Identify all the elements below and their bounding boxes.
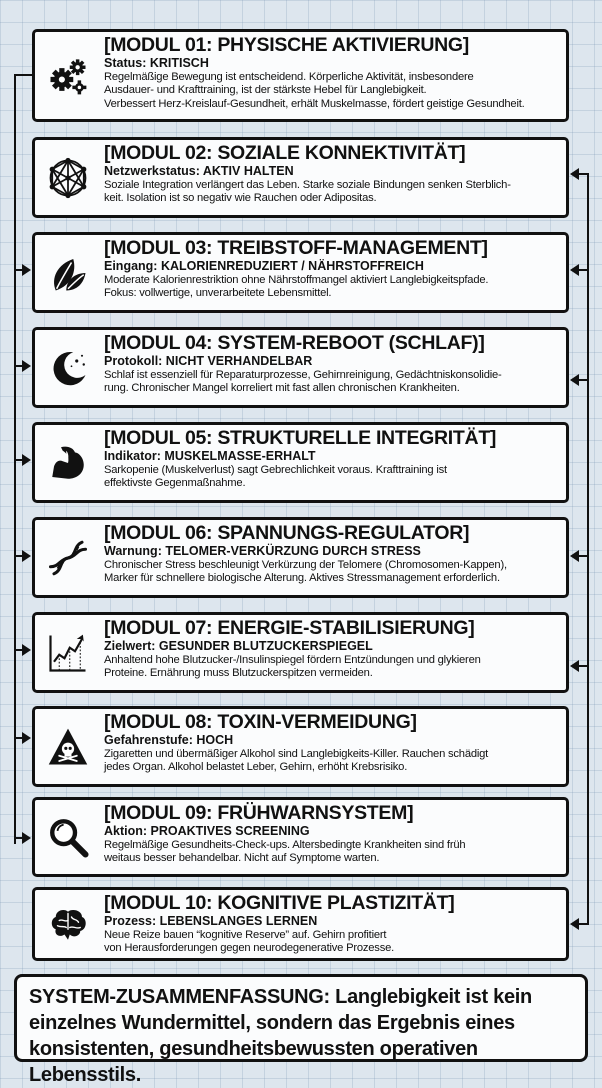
module-card: [32, 797, 569, 877]
chart-icon: [35, 615, 101, 690]
description-line: Proteine. Ernährung muss Blutzuckerspitzen vermeiden.: [104, 667, 373, 680]
module-description: [104, 179, 560, 206]
module-description: [104, 748, 560, 775]
dna-icon: [35, 520, 101, 595]
module-card: [32, 29, 569, 122]
module-description: [104, 369, 560, 396]
description-line: Schlaf ist essenziell für Reparaturprozesse, Gehirnreinigung, Gedächtniskonsolidie-: [104, 369, 502, 381]
description-line: Regelmäßige Bewegung ist entscheidend. Körperliche Aktivität, insbesondere: [104, 71, 474, 83]
summary-text: Langlebigkeit ist kein einzelnes Wundermittel, sondern das Ergebnis eines konsistenten, gesundheitsbewussten operativen Lebensstils.: [29, 986, 532, 1086]
description-line: Marker für schnellere biologische Alterung. Aktives Stressmanagement erforderlich.: [104, 572, 500, 585]
module-description: [104, 839, 560, 866]
module-description: [104, 464, 560, 491]
arrow-right-icon: [22, 832, 31, 844]
module-title: [MODUL 05: STRUKTURELLE INTEGRITÄT]: [104, 427, 497, 449]
leaves-icon: [35, 235, 101, 310]
module-card: [32, 327, 569, 408]
description-line: Fokus: vollwertige, unverarbeitete Lebensmittel.: [104, 287, 332, 300]
description-line: Soziale Integration verlängert das Leben. Starke soziale Bindungen senken Sterblich-: [104, 179, 511, 191]
description-line: Zigaretten und übermäßiger Alkohol sind Langlebigkeits-Killer. Rauchen schädigt: [104, 748, 489, 760]
module-description: [104, 929, 560, 956]
gears-icon: [35, 32, 101, 119]
module-title: [MODUL 02: SOZIALE KONNEKTIVITÄT]: [104, 142, 466, 164]
network-icon: [35, 140, 101, 215]
module-title: [MODUL 04: SYSTEM-REBOOT (SCHLAF)]: [104, 332, 485, 354]
description-line: rung. Chronischer Mangel korreliert mit fast allen chronischen Krankheiten.: [104, 382, 460, 395]
brain-icon: [35, 890, 101, 958]
module-status: Protokoll: NICHT VERHANDELBAR: [104, 354, 313, 368]
module-title: [MODUL 07: ENERGIE-STABILISIERUNG]: [104, 617, 475, 639]
module-title: [MODUL 09: FRÜHWARNSYSTEM]: [104, 802, 414, 824]
module-card: [32, 422, 569, 503]
moon-icon: [35, 330, 101, 405]
module-status: Prozess: LEBENSLANGES LERNEN: [104, 914, 318, 928]
connector-arrow: [578, 665, 588, 667]
module-status: Indikator: MUSKELMASSE-ERHALT: [104, 449, 316, 463]
module-description: [104, 654, 560, 681]
module-card: [32, 232, 569, 313]
module-title: [MODUL 01: PHYSISCHE AKTIVIERUNG]: [104, 34, 469, 56]
arrow-right-icon: [22, 454, 31, 466]
hazard-skull-icon: [35, 709, 101, 784]
right-connector-line: [587, 173, 589, 925]
arrow-right-icon: [22, 264, 31, 276]
module-card: [32, 612, 569, 693]
module-status: Gefahrenstufe: HOCH: [104, 733, 234, 747]
module-status: Netzwerkstatus: AKTIV HALTEN: [104, 164, 294, 178]
module-title: [MODUL 10: KOGNITIVE PLASTIZITÄT]: [104, 892, 455, 914]
module-status: Zielwert: GESUNDER BLUTZUCKERSPIEGEL: [104, 639, 373, 653]
module-status: Warnung: TELOMER-VERKÜRZUNG DURCH STRESS: [104, 544, 421, 558]
connector-arrow: [578, 173, 588, 175]
description-line: Verbessert Herz-Kreislauf-Gesundheit, erhält Muskelmasse, fördert geistige Gesundheit.: [104, 97, 525, 110]
connector-arrow: [578, 379, 588, 381]
module-status: Status: KRITISCH: [104, 56, 209, 70]
module-card: [32, 887, 569, 961]
description-line: von Herausforderungen gegen neurodegenerative Prozesse.: [104, 942, 395, 955]
module-card: [32, 517, 569, 598]
module-description: [104, 559, 560, 586]
description-line: effektivste Gegenmaßnahme.: [104, 477, 246, 490]
module-card: [32, 137, 569, 218]
module-description: [104, 274, 560, 301]
description-line: weitaus besser behandelbar. Nicht auf Symptome warten.: [104, 852, 380, 865]
description-line: Regelmäßige Gesundheits-Check-ups. Altersbedingte Krankheiten sind früh: [104, 839, 466, 851]
description-line: Moderate Kalorienrestriktion ohne Nährstoffmangel aktiviert Langlebigkeitspfade.: [104, 274, 489, 286]
description-line: jedes Organ. Alkohol belastet Leber, Gehirn, erhöht Krebsrisiko.: [104, 761, 408, 774]
description-line: Ausdauer- und Krafttraining, ist der stärkste Hebel für Langlebigkeit.: [104, 84, 427, 97]
description-line: Chronischer Stress beschleunigt Verkürzung der Telomere (Chromosomen-Kappen),: [104, 559, 507, 571]
arrow-right-icon: [22, 360, 31, 372]
arrow-right-icon: [22, 550, 31, 562]
description-line: Anhaltend hohe Blutzucker-/Insulinspiegel fördern Entzündungen und glykieren: [104, 654, 481, 666]
system-summary: [14, 974, 588, 1086]
description-line: Neue Reize bauen “kognitive Reserve” auf. Gehirn profitiert: [104, 929, 387, 941]
arrow-right-icon: [22, 732, 31, 744]
connector-arrow: [578, 555, 588, 557]
description-line: Sarkopenie (Muskelverlust) sagt Gebrechlichkeit voraus. Krafttraining ist: [104, 464, 447, 476]
module-title: [MODUL 06: SPANNUNGS-REGULATOR]: [104, 522, 470, 544]
module-status: Eingang: KALORIENREDUZIERT / NÄHRSTOFFREICH: [104, 259, 424, 273]
module-title: [MODUL 03: TREIBSTOFF-MANAGEMENT]: [104, 237, 488, 259]
left-connector-top: [14, 74, 32, 76]
connector-arrow: [578, 269, 588, 271]
description-line: keit. Isolation ist so negativ wie Rauchen oder Adipositas.: [104, 192, 377, 205]
connector-arrow: [578, 923, 588, 925]
module-title: [MODUL 08: TOXIN-VERMEIDUNG]: [104, 711, 417, 733]
arrow-right-icon: [22, 644, 31, 656]
module-status: Aktion: PROAKTIVES SCREENING: [104, 824, 310, 838]
magnifier-icon: [35, 800, 101, 874]
flexed-arm-icon: [35, 425, 101, 500]
module-description: [104, 71, 560, 111]
summary-lead: SYSTEM-ZUSAMMENFASSUNG:: [29, 986, 330, 1008]
module-card: [32, 706, 569, 787]
